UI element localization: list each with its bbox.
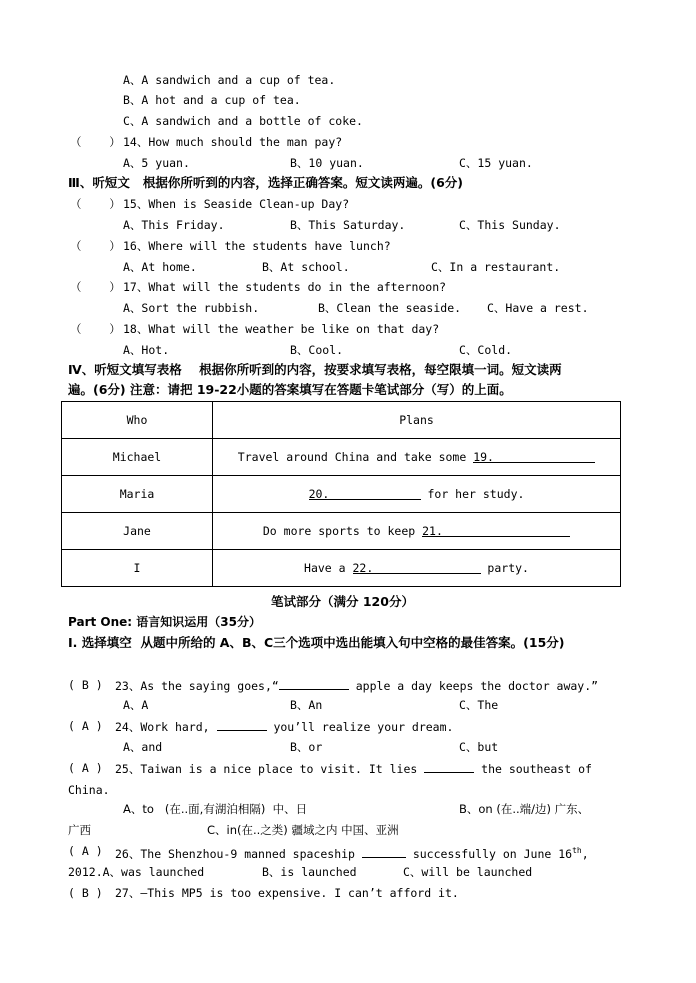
q27-paren: ( B ) <box>68 886 103 900</box>
q24-stem-after: you’ll realize your dream. <box>266 720 454 734</box>
q14-option-c: C、15 yuan. <box>459 156 533 170</box>
q23-blank <box>279 677 349 690</box>
q25-stem <box>115 760 592 777</box>
q27-stem: 27、—This MP5 is too expensive. I can’t afford it. <box>115 886 459 900</box>
q17-stem: 17、What will the students do in the afternoon? <box>123 280 447 294</box>
row-plan <box>213 513 621 550</box>
answer-blank-20[interactable] <box>309 487 421 500</box>
q26-stem <box>115 843 589 862</box>
q26-stem-before: 26、The Shenzhou-9 manned spaceship <box>115 846 362 861</box>
q26-tail: , <box>581 846 589 861</box>
q26-option-b: B、is launched <box>262 865 357 879</box>
table-header-row <box>62 402 621 439</box>
q17-option-b: B、Clean the seaside. <box>318 301 462 315</box>
answer-blank-19[interactable] <box>473 450 595 463</box>
row-who: Michael <box>62 439 213 476</box>
q14-option-a: A、5 yuan. <box>123 156 190 170</box>
q16-stem: 16、Where will the students have lunch? <box>123 239 391 253</box>
q25-stem-after: the southeast of <box>474 762 592 776</box>
section4-heading-line1: Ⅳ、听短文填写表格 根据你所听到的内容，按要求填写表格，每空限填一词。短文读两 <box>68 362 562 377</box>
table-row <box>62 513 621 550</box>
row-who: I <box>62 550 213 587</box>
q14-paren: （ ） <box>70 135 121 149</box>
plan-text: for her study. <box>420 487 525 501</box>
row-plan <box>213 550 621 587</box>
q24-option-b: B、or <box>290 740 323 754</box>
table-row <box>62 476 621 513</box>
table-row <box>62 550 621 587</box>
q23-stem-before: 23、As the saying goes,“ <box>115 679 279 693</box>
header-who: Who <box>62 402 213 439</box>
q25-paren: ( A ) <box>68 761 103 775</box>
q15-stem: 15、When is Seaside Clean-up Day? <box>123 197 350 211</box>
q16-option-c: C、In a restaurant. <box>431 260 561 274</box>
q23-option-c: C、The <box>459 698 499 712</box>
q24-paren: ( A ) <box>68 719 103 733</box>
q23-option-a: A、A <box>123 698 149 712</box>
q15-paren: （ ） <box>70 197 121 211</box>
q26-option-a: 2012.A、was launched <box>68 865 205 879</box>
q24-stem <box>115 718 453 735</box>
q16-option-a: A、At home. <box>123 260 197 274</box>
row-who: Maria <box>62 476 213 513</box>
q25-option-b-cont: 广西 <box>68 823 91 837</box>
q24-stem-before: 24、Work hard, <box>115 720 217 734</box>
answer-blank-21[interactable] <box>422 524 570 537</box>
header-plans: Plans <box>213 402 621 439</box>
q25-option-c: C、in(在..之类) 疆域之内 中国、亚洲 <box>207 823 399 837</box>
plan-text: Do more sports to keep <box>262 524 423 538</box>
q23-stem <box>115 677 598 694</box>
q15-option-c: C、This Sunday. <box>459 218 561 232</box>
q24-blank <box>217 718 267 731</box>
q15-option-b: B、This Saturday. <box>290 218 406 232</box>
row-plan <box>213 476 621 513</box>
q25-option-b: B、on (在..端/边) 广东、 <box>459 802 590 816</box>
q23-stem-after: apple a day keeps the doctor away.” <box>348 679 599 693</box>
answer-blank-22[interactable] <box>353 561 481 574</box>
blank-number: 22. <box>352 561 374 575</box>
q16-paren: （ ） <box>70 239 121 253</box>
q17-paren: （ ） <box>70 280 121 294</box>
q18-stem: 18、What will the weather be like on that day? <box>123 322 440 336</box>
plan-text: Travel around China and take some <box>237 450 474 464</box>
q18-option-c: C、Cold. <box>459 343 513 357</box>
q14-option-b: B、10 yuan. <box>290 156 364 170</box>
q24-option-a: A、and <box>123 740 163 754</box>
part-one-heading: Part One: 语言知识运用（35分） <box>68 615 261 629</box>
plan-text: Have a <box>304 561 353 575</box>
written-section1-heading: Ⅰ. 选择填空 从题中所给的 A、B、C三个选项中选出能填入句中空格的最佳答案。(15分) <box>68 635 565 650</box>
row-plan <box>213 439 621 476</box>
blank-number: 21. <box>422 524 443 538</box>
row-who: Jane <box>62 513 213 550</box>
blank-number: 19. <box>473 450 494 464</box>
q26-blank <box>362 845 406 858</box>
q17-option-c: C、Have a rest. <box>487 301 589 315</box>
written-title: 笔试部分（满分 120分） <box>271 594 414 609</box>
q18-option-a: A、Hot. <box>123 343 170 357</box>
q16-option-b: B、At school. <box>262 260 350 274</box>
q25-stem-line2: China. <box>68 783 110 797</box>
q23-paren: ( B ) <box>68 678 103 692</box>
q26-paren: ( A ) <box>68 844 103 858</box>
q18-paren: （ ） <box>70 322 121 336</box>
q14-stem: 14、How much should the man pay? <box>123 135 343 149</box>
q26-option-c: C、will be launched <box>403 865 533 879</box>
q15-option-a: A、This Friday. <box>123 218 225 232</box>
q25-option-a: A、to (在..面,有湖泊相隔) 中、日 <box>123 802 308 816</box>
section3-heading: Ⅲ、听短文 根据你所听到的内容，选择正确答案。短文读两遍。(6分) <box>68 175 463 190</box>
q26-sup: th <box>572 846 582 855</box>
blank-number: 20. <box>308 487 330 501</box>
q17-option-a: A、Sort the rubbish. <box>123 301 260 315</box>
section4-heading-line2: 遍。(6分) 注意：请把 19-22小题的答案填写在答题卡笔试部分（写）的上面。 <box>68 382 512 397</box>
plans-table <box>61 401 621 587</box>
q13-option-a: A、A sandwich and a cup of tea. <box>123 73 336 87</box>
q25-stem-before: 25、Taiwan is a nice place to visit. It lies <box>115 762 425 776</box>
q13-option-c: C、A sandwich and a bottle of coke. <box>123 114 363 128</box>
plan-text: party. <box>480 561 529 575</box>
q18-option-b: B、Cool. <box>290 343 344 357</box>
q24-option-c: C、but <box>459 740 499 754</box>
q25-blank <box>424 760 474 773</box>
q26-stem-after: successfully on June 16 <box>405 846 573 861</box>
q23-option-b: B、An <box>290 698 323 712</box>
q13-option-b: B、A hot and a cup of tea. <box>123 93 301 107</box>
table-row <box>62 439 621 476</box>
